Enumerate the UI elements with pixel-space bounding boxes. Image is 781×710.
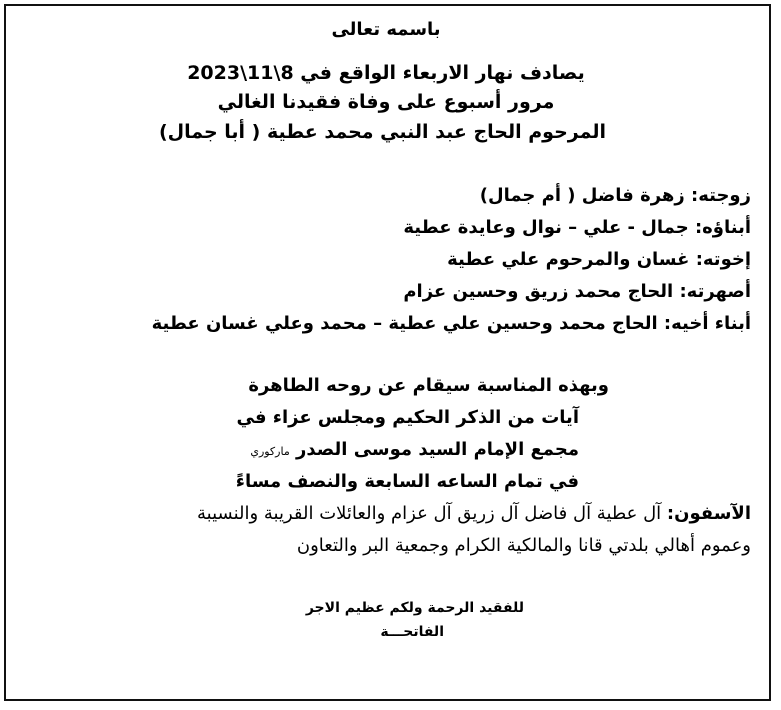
nephews-line: أبناء أخيه: الحاج محمد وحسين علي عطية – محمد وعلي غسان عطية [151, 313, 751, 334]
siblings-line: إخوته: غسان والمرحوم علي عطية [447, 249, 751, 270]
venue-area: ماركوري [250, 445, 290, 458]
children-line: أبناؤه: جمال - علي – نوال وعايدة عطية [403, 217, 751, 238]
mourners-line-2: وعموم أهالي بلدتي قانا والمالكية الكرام وجمعية البر والتعاون [296, 535, 751, 556]
mourners-line-1 [197, 502, 751, 526]
ceremony-venue [250, 438, 579, 464]
ceremony-time: في تمام الساعه السابعة والنصف مساءً [235, 471, 579, 492]
week-line: مرور أسبوع على وفاة فقيدنا الغالي [217, 91, 555, 113]
closing-condolence: للفقيد الرحمة ولكم عظيم الاجر [305, 600, 524, 616]
ceremony-line-2: آيات من الذكر الحكيم ومجلس عزاء في [236, 407, 579, 428]
in-laws-line: أصهرته: الحاج محمد زريق وحسين عزام [403, 281, 751, 302]
deceased-name: المرحوم الحاج عبد النبي محمد عطية ( أبا جمال) [158, 121, 606, 143]
mourners-label: الآسفون: [666, 503, 751, 524]
ceremony-line-1: وبهذه المناسبة سيقام عن روحه الطاهرة [248, 375, 609, 396]
date-line: يصادف نهار الاربعاء الواقع في 8\11\2023 [187, 62, 585, 84]
basmala: باسمه تعالى [331, 19, 441, 40]
mourners-families: آل عطية آل فاضل آل زريق آل عزام والعائلات القريبة والنسيبة [197, 503, 662, 524]
wife-line: زوجته: زهرة فاضل ( أم جمال) [479, 185, 751, 206]
closing-fatiha: الفاتحـــة [380, 624, 444, 640]
venue-name: مجمع الإمام السيد موسى الصدر [296, 439, 579, 460]
notice-frame [4, 4, 771, 701]
